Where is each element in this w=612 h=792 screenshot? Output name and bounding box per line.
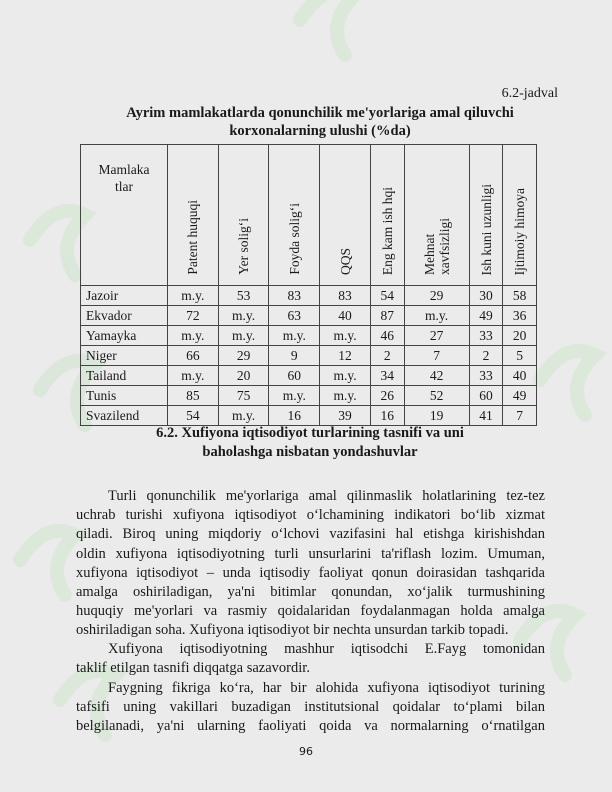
value-cell: m.y. [218,326,269,346]
value-cell: m.y. [168,366,219,386]
value-cell: 75 [218,386,269,406]
column-header: Eng kam ish hqi [370,145,404,286]
value-cell: 2 [469,346,503,366]
page-number: 96 [299,745,313,758]
value-cell: 40 [320,306,371,326]
table-body [81,286,537,426]
value-cell: m.y. [218,406,269,426]
value-cell: m.y. [269,326,320,346]
paragraph-line: tafsifi uning vakillari buzadigan institutsional qoidalar to‘plami bilan [76,699,545,716]
value-cell: 20 [503,326,537,346]
paragraph-line: belgilanadi, ya'ni ularning faoliyati qoida va normalarning o‘rnatilgan [76,718,545,735]
value-cell: 30 [469,286,503,306]
value-cell: 19 [404,406,469,426]
paragraph [76,640,545,678]
value-cell: 66 [168,346,219,366]
paragraph-line: amalga oshiriladigan, ya'ni bitimlar qonundan, xo‘jalik turmushining [76,584,545,601]
section-heading [60,424,560,462]
value-cell: 29 [218,346,269,366]
paragraph-line: Turli qonunchilik me'yorlariga amal qilinmaslik holatlarining tez-tez [108,488,545,504]
value-cell: 72 [168,306,219,326]
country-cell: Tunis [81,386,168,406]
value-cell: 46 [370,326,404,346]
table-title-line: korxonalarning ulushi (%da) [229,123,411,139]
country-header-line: tlar [115,179,133,194]
value-cell: 39 [320,406,371,426]
paragraph-line: Faygning fikriga ko‘ra, har bir alohida xufiyona iqtisodiyot turining [108,680,545,696]
value-cell: m.y. [320,386,371,406]
value-cell: 5 [503,346,537,366]
value-cell: 9 [269,346,320,366]
country-cell: Yamayka [81,326,168,346]
table-row [81,366,537,386]
value-cell: 54 [370,286,404,306]
value-cell: 49 [469,306,503,326]
value-cell: 29 [404,286,469,306]
table-row [81,286,537,306]
table-row [81,406,537,426]
table-title-line: Ayrim mamlakatlarda qonunchilik me'yorlariga amal qiluvchi [126,105,514,121]
country-cell: Niger [81,346,168,366]
value-cell: 12 [320,346,371,366]
table-header-row [81,145,537,286]
value-cell: 27 [404,326,469,346]
value-cell: 49 [503,386,537,406]
column-header: Yer solig‘i [218,145,269,286]
value-cell: 26 [370,386,404,406]
value-cell: 36 [503,306,537,326]
value-cell: 42 [404,366,469,386]
data-table [80,144,537,426]
value-cell: 7 [404,346,469,366]
column-header: Mehnat xavfsizligi [404,145,469,286]
paragraph [76,487,545,641]
value-cell: m.y. [320,326,371,346]
country-cell: Svazilend [81,406,168,426]
country-header-line: Mamlaka [98,162,150,177]
paragraph-line: oshiriladigan soha. Xufiyona iqtisodiyot bir nechta unsurdan tarkib topadi. [76,622,509,639]
table-row [81,386,537,406]
paragraph-line: taklif etilgan tasnifi diqqatga sazavordir. [76,660,310,677]
column-header: Patent huquqi [168,145,219,286]
country-column-header [81,145,168,286]
section-heading-line: 6.2. Xufiyona iqtisodiyot turlarining tasnifi va uni [156,425,464,441]
value-cell: 58 [503,286,537,306]
paragraph-line: xufiyona iqtisodiyot – unda iqtisodiy faoliyat qonun doirasidan tashqarida [76,564,545,581]
value-cell: 60 [269,366,320,386]
table-title [80,104,560,140]
value-cell: 16 [269,406,320,426]
value-cell: m.y. [320,366,371,386]
country-cell: Tailand [81,366,168,386]
value-cell: 33 [469,326,503,346]
paragraph [76,679,545,737]
column-header: Ish kuni uzunligi [469,145,503,286]
value-cell: 54 [168,406,219,426]
value-cell: 40 [503,366,537,386]
country-cell: Ekvador [81,306,168,326]
value-cell: 7 [503,406,537,426]
value-cell: 34 [370,366,404,386]
table-row [81,306,537,326]
value-cell: m.y. [404,306,469,326]
value-cell: 87 [370,306,404,326]
value-cell: 63 [269,306,320,326]
value-cell: 20 [218,366,269,386]
value-cell: m.y. [168,326,219,346]
country-cell: Jazoir [81,286,168,306]
section-heading-line: baholashga nisbatan yondashuvlar [202,444,418,460]
value-cell: 53 [218,286,269,306]
table-row [81,326,537,346]
value-cell: 16 [370,406,404,426]
paragraph-line: qiladi. Biroq uning miqdoriy o‘lchovi vazifasini hal etishga kirishishdan [76,526,545,543]
column-header: Ijtimoiy himoya [503,145,537,286]
table-label: 6.2-jadval [501,86,558,101]
value-cell: m.y. [269,386,320,406]
paragraph-line: uchrab turishi xufiyona iqtisodiyot o‘lchamining indikatori bo‘lib xizmat [76,507,545,524]
paragraph-line: huquqiy me'yorlari va rasmiy qoidalaridan foydalanmagan holda amalga [76,603,545,620]
column-header: Foyda solig‘i [269,145,320,286]
value-cell: 41 [469,406,503,426]
column-header: QQS [320,145,371,286]
paragraph-line: Xufiyona iqtisodiyotning mashhur iqtisodchi E.Fayg tomonidan [108,641,545,657]
value-cell: 33 [469,366,503,386]
value-cell: m.y. [168,286,219,306]
value-cell: 52 [404,386,469,406]
value-cell: 83 [269,286,320,306]
value-cell: 85 [168,386,219,406]
value-cell: m.y. [218,306,269,326]
paragraph-line: oldin xufiyona iqtisodiyotning turli unsurlarini ta'riflash lozim. Umuman, [76,545,545,562]
table-row [81,346,537,366]
value-cell: 83 [320,286,371,306]
value-cell: 2 [370,346,404,366]
value-cell: 60 [469,386,503,406]
